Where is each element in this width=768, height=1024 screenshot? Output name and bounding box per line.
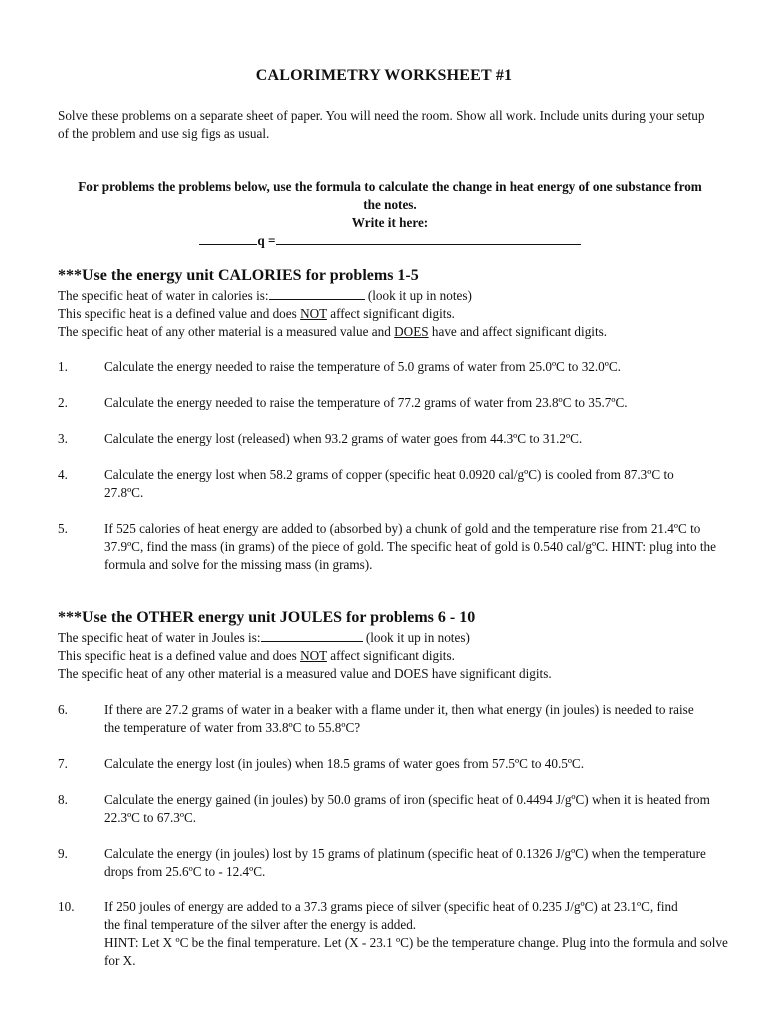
page-title: CALORIMETRY WORKSHEET #1 (255, 67, 513, 84)
problem-8: 8. Calculate the energy gained (in joules) by 50.0 grams of iron (specific heat of 0.4494 J/gºC) when it is heated from 22.3ºC to 67.3ºC. (58, 792, 710, 825)
problem-10: 10. If 250 joules of energy are added to a 37.3 grams piece of silver (specific heat of 0.235 J/gºC) at 23.1ºC, find the final temperature of the silver after the energy is added. HINT: Let X ºC be the final temperature. Let (X - 23.1 ºC) be the temperature change. Plug into the formula and solve for X. (58, 898, 738, 970)
section-joules-heading: ***Use the OTHER energy unit JOULES for problems 6 - 10 (58, 609, 476, 626)
problem-6: 6. If there are 27.2 grams of water in a beaker with a flame under it, then what energy (in joules) is needed to raise the temperature of water from 33.8ºC to 55.8ºC? (58, 702, 694, 735)
formula-instruction (70, 178, 710, 250)
instruction-text: For problems the problems below, use the formula to calculate the change in heat energy of one substance from the notes. (78, 179, 702, 212)
section-calories-notes (58, 287, 738, 341)
joules-water-line: The specific heat of water in Joules is: (look it up in notes) (58, 630, 470, 645)
joules-defined-line: This specific heat is a defined value and does NOT affect significant digits. (58, 648, 455, 663)
intro-paragraph: Solve these problems on a separate sheet of paper. You will need the room. Show all work. Include units during your setup of the problem and use sig figs as usual. (58, 108, 705, 141)
problem-4: 4. Calculate the energy lost when 58.2 grams of copper (specific heat 0.0920 cal/gºC) is cooled from 87.3ºC to 27.8ºC. (58, 467, 674, 500)
joules-blank (261, 629, 363, 642)
problem-10-text: If 250 joules of energy are added to a 37.3 grams piece of silver (specific heat of 0.235 J/gºC) at 23.1ºC, find the final temperature of the silver after the energy is added. (104, 899, 678, 932)
problem-2: 2. Calculate the energy needed to raise the temperature of 77.2 grams of water from 23.8ºC to 35.7ºC. (58, 395, 628, 410)
formula-blank-left (199, 232, 257, 245)
problem-1: 1. Calculate the energy needed to raise the temperature of 5.0 grams of water from 25.0ºC to 32.0ºC. (58, 359, 621, 374)
calories-measured-line: The specific heat of any other material is a measured value and DOES have and affect significant digits. (58, 324, 608, 339)
problem-7: 7. Calculate the energy lost (in joules) when 18.5 grams of water goes from 57.5ºC to 40.5ºC. (58, 756, 585, 771)
formula-line (70, 232, 710, 250)
section-calories-heading: ***Use the energy unit CALORIES for problems 1-5 (58, 267, 419, 284)
problem-5: 5. If 525 calories of heat energy are added to (absorbed by) a chunk of gold and the temperature rise from 21.4ºC to 37.9ºC, find the mass (in grams) of the piece of gold. The specific heat of gold is 0.540 cal/gºC. HINT: plug into the formula and solve for the missing mass (in grams). (58, 521, 716, 572)
formula-blank-right (276, 232, 581, 245)
problem-10-hint: HINT: Let X ºC be the final temperature. Let (X - 23.1 ºC) be the temperature change. Plug into the formula and solve for X. (104, 935, 728, 968)
calories-defined-line: This specific heat is a defined value and does NOT affect significant digits. (58, 306, 455, 321)
problem-3: 3. Calculate the energy lost (released) when 93.2 grams of water goes from 44.3ºC to 31.2ºC. (58, 431, 583, 446)
calories-water-line: The specific heat of water in calories is: (look it up in notes) (58, 288, 472, 303)
joules-measured-line: The specific heat of any other material is a measured value and DOES have significant digits. (58, 666, 552, 681)
formula-q-label: q = (257, 233, 276, 248)
write-it-here: Write it here: (351, 215, 429, 230)
section-joules-notes (58, 629, 738, 683)
problem-9: 9. Calculate the energy (in joules) lost by 15 grams of platinum (specific heat of 0.1326 J/gºC) when the temperature drops from 25.6ºC to - 12.4ºC. (58, 846, 706, 879)
calories-blank (269, 287, 365, 300)
